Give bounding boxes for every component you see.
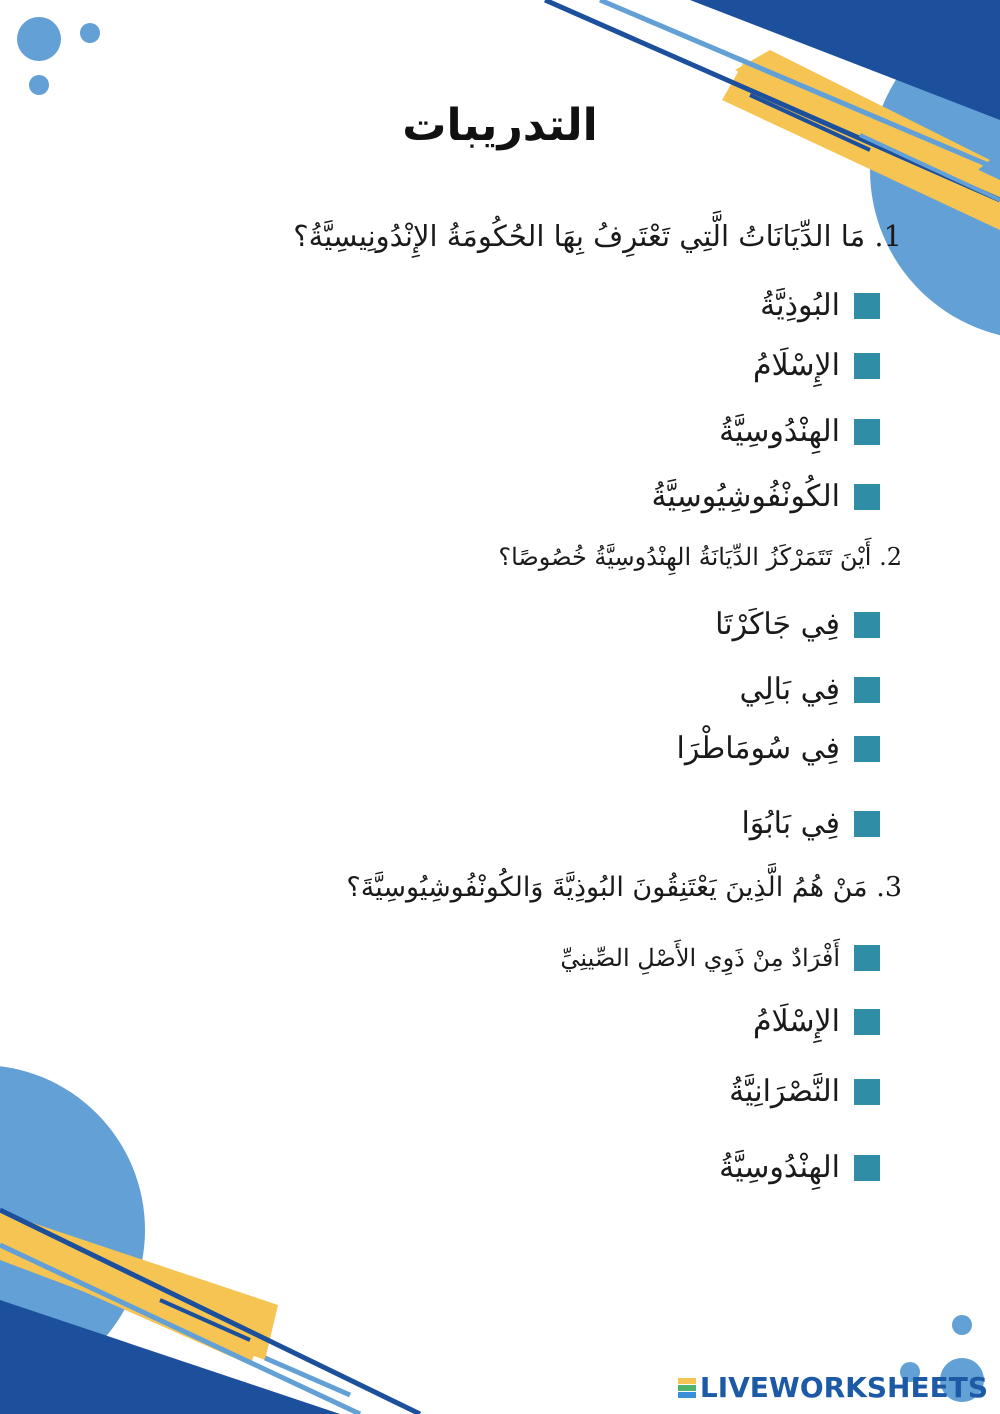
checkbox-icon[interactable] — [854, 419, 880, 445]
answer-option[interactable] — [753, 1004, 880, 1039]
answer-option[interactable] — [719, 1150, 880, 1185]
decor-dot — [17, 17, 61, 61]
answer-option[interactable] — [719, 414, 880, 449]
answer-option[interactable] — [651, 479, 880, 514]
checkbox-icon[interactable] — [854, 293, 880, 319]
answer-option[interactable] — [677, 731, 881, 766]
liveworksheets-brand[interactable] — [678, 1371, 988, 1404]
checkbox-icon[interactable] — [854, 1079, 880, 1105]
checkbox-icon[interactable] — [854, 1009, 880, 1035]
answer-option[interactable] — [729, 1074, 880, 1109]
answer-option-label: البُوذِيَّةُ — [760, 288, 840, 323]
decor-dot — [29, 75, 49, 95]
answer-option[interactable] — [560, 944, 880, 972]
brand-text: LIVEWORKSHEETS — [699, 1371, 988, 1404]
question-1: 1. مَا الدِّيَانَاتُ الَّتِي تَعْتَرِفُ بِهَا الحُكُومَةُ الإِنْدُونِيسِيَّةُ؟ — [293, 219, 902, 253]
answer-option[interactable] — [760, 288, 880, 323]
answer-option-label: الهِنْدُوسِيَّةُ — [719, 1150, 840, 1185]
page-title: التدريبات — [402, 100, 598, 151]
answer-option-label: أَفْرَادٌ مِنْ ذَوِي الأَصْلِ الصِّينِيِّ — [560, 944, 840, 972]
decor-dot — [80, 23, 100, 43]
answer-option-label: الإِسْلَامُ — [752, 1004, 840, 1039]
answer-option-label: النَّصْرَانِيَّةُ — [729, 1074, 840, 1109]
answer-option[interactable] — [739, 672, 880, 707]
checkbox-icon[interactable] — [854, 736, 880, 762]
answer-option[interactable] — [741, 806, 880, 841]
answer-option-label: فِي بَالِي — [739, 672, 840, 707]
decor-dot — [952, 1315, 972, 1335]
question-2: 2. أَيْنَ تَتَمَرْكَزُ الدِّيَانَةُ الهِنْدُوسِيَّةُ خُصُوصًا؟ — [498, 543, 902, 571]
answer-option[interactable] — [715, 607, 880, 642]
answer-option-label: الكُونْفُوشِيُوسِيَّةُ — [651, 479, 840, 514]
question-3: 3. مَنْ هُمُ الَّذِينَ يَعْتَنِقُونَ البُوذِيَّةَ وَالكُونْفُوشِيُوسِيَّةَ؟ — [346, 872, 902, 903]
checkbox-icon[interactable] — [854, 484, 880, 510]
answer-option-label: الهِنْدُوسِيَّةُ — [719, 414, 840, 449]
answer-option-label: فِي جَاكَرْتَا — [715, 607, 840, 642]
checkbox-icon[interactable] — [854, 1155, 880, 1181]
checkbox-icon[interactable] — [854, 612, 880, 638]
answer-option-label: فِي بَابُوَا — [741, 806, 840, 841]
answer-option-label: الإِسْلَامُ — [752, 348, 840, 383]
answer-option-label: فِي سُومَاطْرَا — [676, 731, 840, 766]
checkbox-icon[interactable] — [854, 353, 880, 379]
checkbox-icon[interactable] — [854, 677, 880, 703]
answer-option[interactable] — [753, 348, 880, 383]
checkbox-icon[interactable] — [854, 945, 880, 971]
liveworksheets-logo-icon — [678, 1378, 696, 1398]
checkbox-icon[interactable] — [854, 811, 880, 837]
